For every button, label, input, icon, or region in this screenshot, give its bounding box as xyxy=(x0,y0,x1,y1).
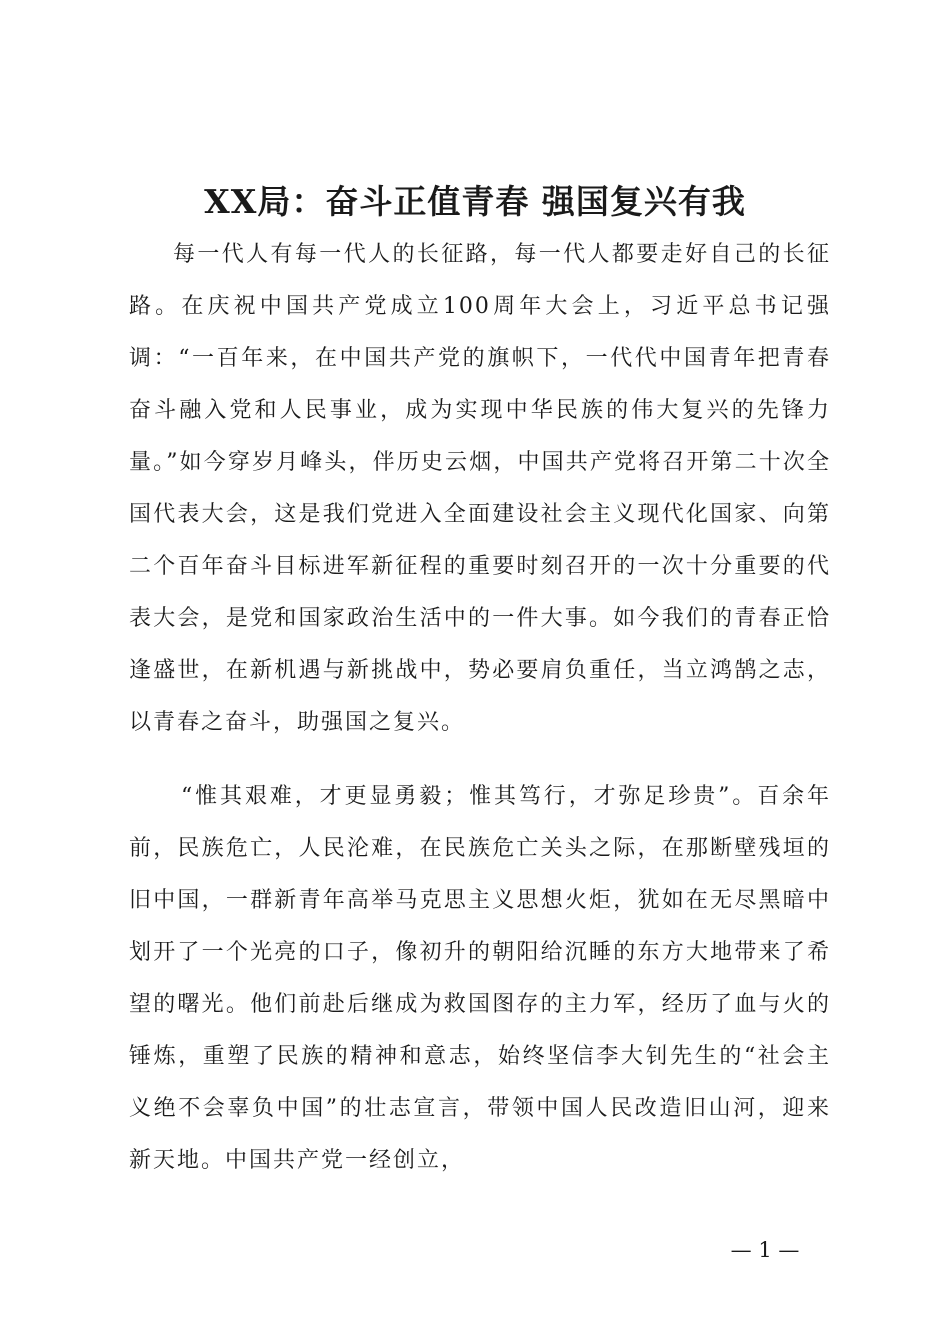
paragraph-1: 每一代人有每一代人的长征路，每一代人都要走好自己的长征路。在庆祝中国共产党成立100周年大会上，习近平总书记强调：“一百年来，在中国共产党的旗帜下，一代代中国青年把青春奋斗融入党和人民事业，成为实现中华民族的伟大复兴的先锋力量。”如今穿岁月峰头，伴历史云烟，中国共产党将召开第二十次全国代表大会，这是我们党进入全面建设社会主义现代化国家、向第二个百年奋斗目标进军新征程的重要时刻召开的一次十分重要的代表大会，是党和国家政治生活中的一件大事。如今我们的青春正恰逢盛世，在新机遇与新挑战中，势必要肩负重任，当立鸿鹄之志，以青春之奋斗，助强国之复兴。 xyxy=(129,242,831,735)
document-body xyxy=(129,229,831,1209)
paragraph-2: “惟其艰难，才更显勇毅；惟其笃行，才弥足珍贵”。百余年前，民族危亡，人民沦难，在民族危亡关头之际，在那断壁残垣的旧中国，一群新青年高举马克思主义思想火炬，犹如在无尽黑暗中划开了一个光亮的口子，像初升的朝阳给沉睡的东方大地带来了希望的曙光。他们前赴后继成为救国图存的主力军，经历了血与火的锤炼，重塑了民族的精神和意志，始终坚信李大钊先生的“社会主义绝不会辜负中国”的壮志宣言，带领中国人民改造旧山河，迎来新天地。中国共产党一经创立， xyxy=(129,784,831,1173)
document-title: XX局：奋斗正值青春 强国复兴有我 xyxy=(204,182,746,221)
page-number: — 1 — xyxy=(730,1238,800,1262)
